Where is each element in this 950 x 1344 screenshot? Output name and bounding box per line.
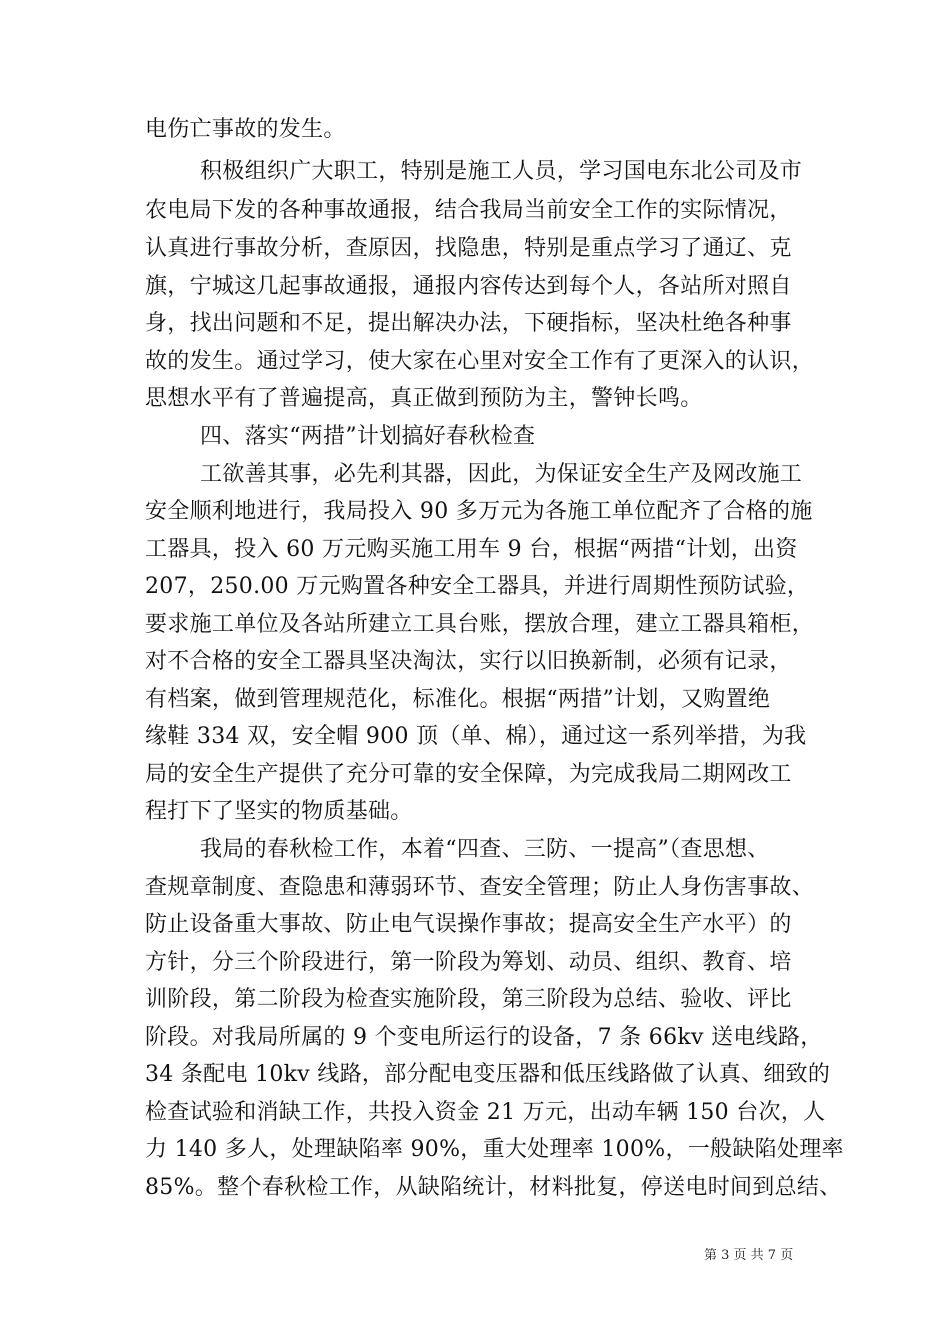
paragraph-line: 阶段。对我局所属的 9 个变电所运行的设备，7 条 66kv 送电线路， xyxy=(145,1025,823,1050)
paragraph-line: 身，找出问题和不足，提出解决办法，下硬指标，坚决杜绝各种事 xyxy=(145,311,792,336)
paragraph-line: 故的发生。通过学习，使大家在心里对安全工作有了更深入的认识， xyxy=(145,349,815,374)
page-number: 第 3 页 共 7 页 xyxy=(704,1248,794,1263)
section-heading: 四、落实“两措”计划搞好春秋检查 xyxy=(200,424,536,449)
paragraph-line: 防止设备重大事故、防止电气误操作事故；提高安全生产水平）的 xyxy=(145,912,792,937)
paragraph-line: 85%。整个春秋检工作，从缺陷统计，材料批复，停送电时间到总结、 xyxy=(145,1175,842,1200)
paragraph-line: 我局的春秋检工作，本着“四查、三防、一提高”（查思想、 xyxy=(200,837,770,862)
paragraph-line: 积极组织广大职工，特别是施工人员，学习国电东北公司及市 xyxy=(200,159,803,184)
paragraph-line: 34 条配电 10kv 线路，部分配电变压器和低压线路做了认真、细致的 xyxy=(145,1062,831,1087)
paragraph-line: 电伤亡事故的发生。 xyxy=(145,117,346,142)
paragraph-line: 农电局下发的各种事故通报，结合我局当前安全工作的实际情况， xyxy=(145,198,792,223)
paragraph-line: 方针，分三个阶段进行，第一阶段为筹划、动员、组织、教育、培 xyxy=(145,950,792,975)
paragraph-line: 有档案，做到管理规范化，标准化。根据“两措”计划，又购置绝 xyxy=(145,687,771,712)
paragraph-line: 工欲善其事，必先利其器，因此，为保证安全生产及网改施工 xyxy=(200,462,803,487)
paragraph-line: 查规章制度、查隐患和薄弱环节、查安全管理；防止人身伤害事故、 xyxy=(145,875,815,900)
paragraph-line: 思想水平有了普遍提高，真正做到预防为主，警钟长鸣。 xyxy=(145,386,703,411)
paragraph-line: 安全顺利地进行，我局投入 90 多万元为各施工单位配齐了合格的施 xyxy=(145,499,813,524)
paragraph-line: 207，250.00 万元购置各种安全工器具，并进行周期性预防试验， xyxy=(145,574,810,599)
paragraph-line: 缘鞋 334 双，安全帽 900 顶（单、棉），通过这一系列举措，为我 xyxy=(145,724,807,749)
paragraph-line: 程打下了坚实的物质基础。 xyxy=(145,799,413,824)
paragraph-line: 要求施工单位及各站所建立工具台账，摆放合理，建立工器具箱柜， xyxy=(145,612,815,637)
paragraph-line: 认真进行事故分析，查原因，找隐患，特别是重点学习了通辽、克 xyxy=(145,236,792,261)
paragraph-line: 局的安全生产提供了充分可靠的安全保障，为完成我局二期网改工 xyxy=(145,762,792,787)
paragraph-line: 检查试验和消缺工作，共投入资金 21 万元，出动车辆 150 台次，人 xyxy=(145,1100,826,1125)
paragraph-line: 旗，宁城这几起事故通报，通报内容传达到每个人，各站所对照自 xyxy=(145,274,792,299)
paragraph-line: 工器具，投入 60 万元购买施工用车 9 台，根据“两措“计划，出资 xyxy=(145,537,798,562)
paragraph-line: 训阶段，第二阶段为检查实施阶段，第三阶段为总结、验收、评比 xyxy=(145,987,792,1012)
paragraph-line: 对不合格的安全工器具坚决淘汰，实行以旧换新制，必须有记录， xyxy=(145,649,792,674)
paragraph-line: 力 140 多人，处理缺陷率 90%，重大处理率 100%，一般缺陷处理率 xyxy=(145,1137,844,1162)
